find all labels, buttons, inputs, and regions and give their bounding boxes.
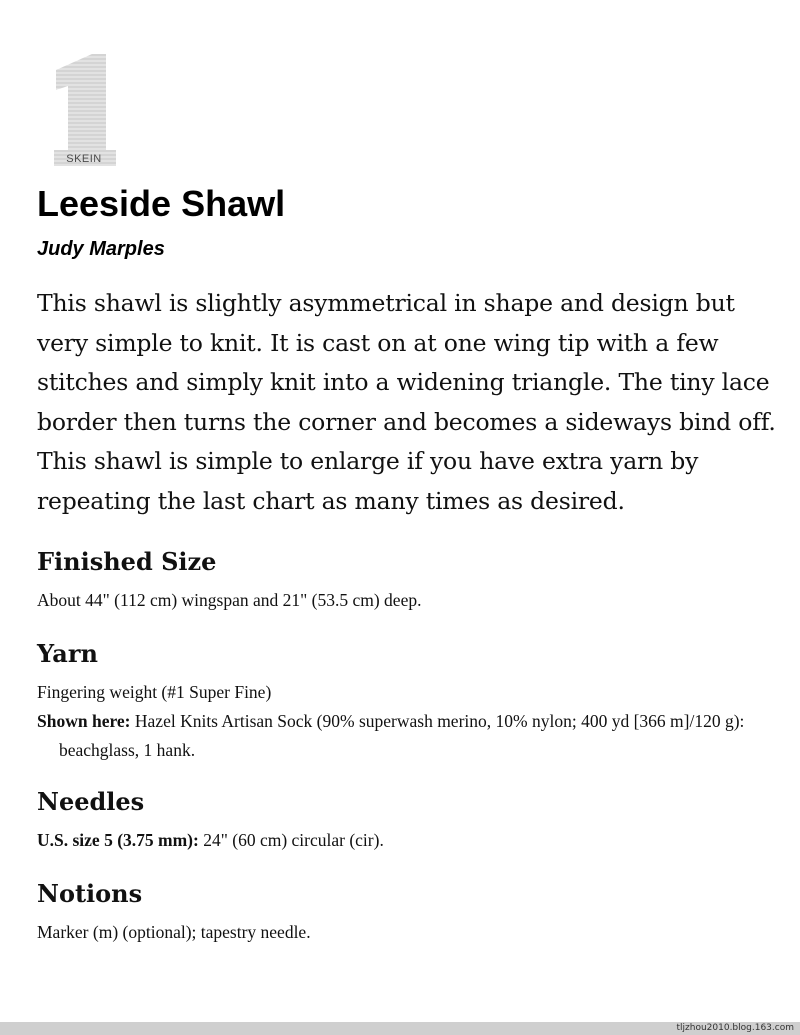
notions-section (37, 878, 777, 947)
pattern-author: Judy Marples (37, 238, 165, 260)
needles-heading: Needles (37, 787, 145, 816)
yarn-shown-label: Shown here: (37, 711, 131, 731)
yarn-section (37, 638, 777, 765)
yarn-weight: Fingering weight (#1 Super Fine) (37, 682, 272, 702)
yarn-shown-text: Hazel Knits Artisan Sock (90% superwash merino, 10% nylon; 400 yd [366 m]/120 g): beachglass, 1 hank. (59, 711, 745, 760)
needles-text (37, 826, 777, 855)
yarn-shown-here (37, 707, 777, 765)
finished-size-heading: Finished Size (37, 547, 217, 576)
pattern-intro: This shawl is slightly asymmetrical in shape and design but very simple to knit. It is cast on at one wing tip with a few stitches and simply knit into a widening triangle. The tiny lace border then turns the corner and becomes a sideways bind off. This shawl is simple to enlarge if you have extra yarn by repeating the last chart as many times as desired. (37, 289, 776, 515)
notions-text: Marker (m) (optional); tapestry needle. (37, 922, 311, 942)
needles-size-text: 24" (60 cm) circular (cir). (198, 830, 384, 850)
finished-size-text: About 44" (112 cm) wingspan and 21" (53.5 cm) deep. (37, 590, 422, 610)
needles-size-label: U.S. size 5 (3.75 mm): (37, 830, 199, 850)
finished-size-section (37, 546, 777, 615)
watermark-text: tljzhou2010.blog.163.com (676, 1023, 794, 1033)
footer-bar (0, 1022, 800, 1035)
needles-section (37, 786, 777, 855)
skein-badge (48, 48, 120, 178)
numeral-one-shape (54, 54, 116, 166)
yarn-heading: Yarn (37, 639, 98, 668)
pattern-title: Leeside Shawl (37, 183, 286, 224)
notions-heading: Notions (37, 879, 143, 908)
skein-label: SKEIN (66, 153, 102, 165)
skein-count-graphic (48, 48, 120, 178)
